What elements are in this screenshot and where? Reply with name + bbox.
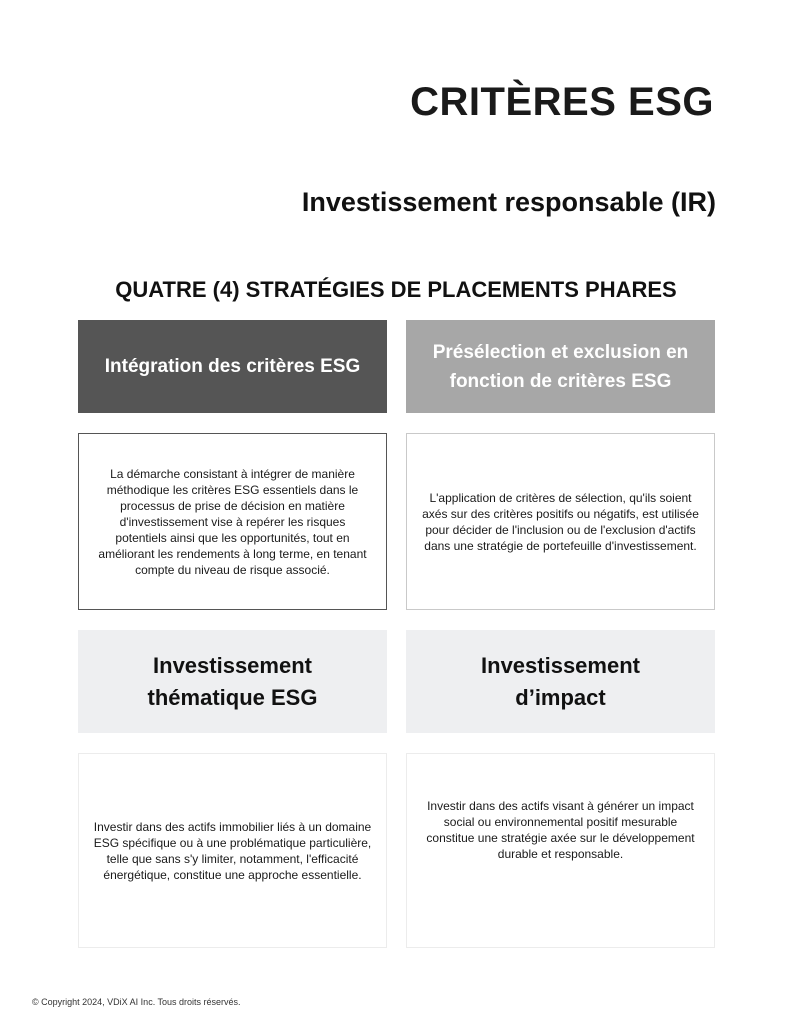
- strategy-title: Intégration des critères ESG: [104, 356, 361, 377]
- strategy-title: Investissement d’impact: [481, 652, 640, 710]
- strategy-card-header-impact: [406, 630, 715, 733]
- strategy-card-body-integration: [78, 433, 387, 610]
- page-title: CRITÈRES ESG: [410, 80, 714, 124]
- strategy-card-body-impact: [406, 753, 715, 948]
- section-heading: QUATRE (4) STRATÉGIES DE PLACEMENTS PHARES: [115, 277, 677, 302]
- copyright-footer: © Copyright 2024, VDiX AI Inc. Tous droits réservés.: [32, 997, 241, 1007]
- strategy-card-header-thematic: [78, 630, 387, 733]
- strategy-title: Investissement thématique ESG: [147, 652, 318, 710]
- strategy-card-body-exclusion: [406, 433, 715, 610]
- strategy-description: La démarche consistant à intégrer de manière méthodique les critères ESG essentiels dans le processus de prise de décision en matière d'investissement vise à repérer les risques potentiels ainsi que les opportunités, tout en améliorant les rendements à long terme, en tenant compte du niveau de risque associé.: [98, 466, 367, 577]
- strategy-card-header-integration: [78, 320, 387, 413]
- strategy-description: L'application de critères de sélection, qu'ils soient axés sur des critères positifs ou négatifs, est utilisée pour décider de l'inclusion ou de l'exclusion d'actifs dans une stratégie de portefeuille d'investissement.: [422, 490, 699, 553]
- strategy-description: Investir dans des actifs visant à générer un impact social ou environnemental positif mesurable constitue une stratégie axée sur le développement durable et responsable.: [426, 799, 695, 861]
- strategy-card-header-exclusion: [406, 320, 715, 413]
- strategy-description: Investir dans des actifs immobilier liés à un domaine ESG spécifique ou à une problématique particulière, telle que sans s'y limiter, notamment, l'efficacité énergétique, constitue une approche essentielle.: [93, 819, 372, 882]
- strategy-card-body-thematic: [78, 753, 387, 948]
- strategy-title: Présélection et exclusion en fonction de critères ESG: [432, 341, 689, 392]
- page-subtitle: Investissement responsable (IR): [301, 187, 716, 217]
